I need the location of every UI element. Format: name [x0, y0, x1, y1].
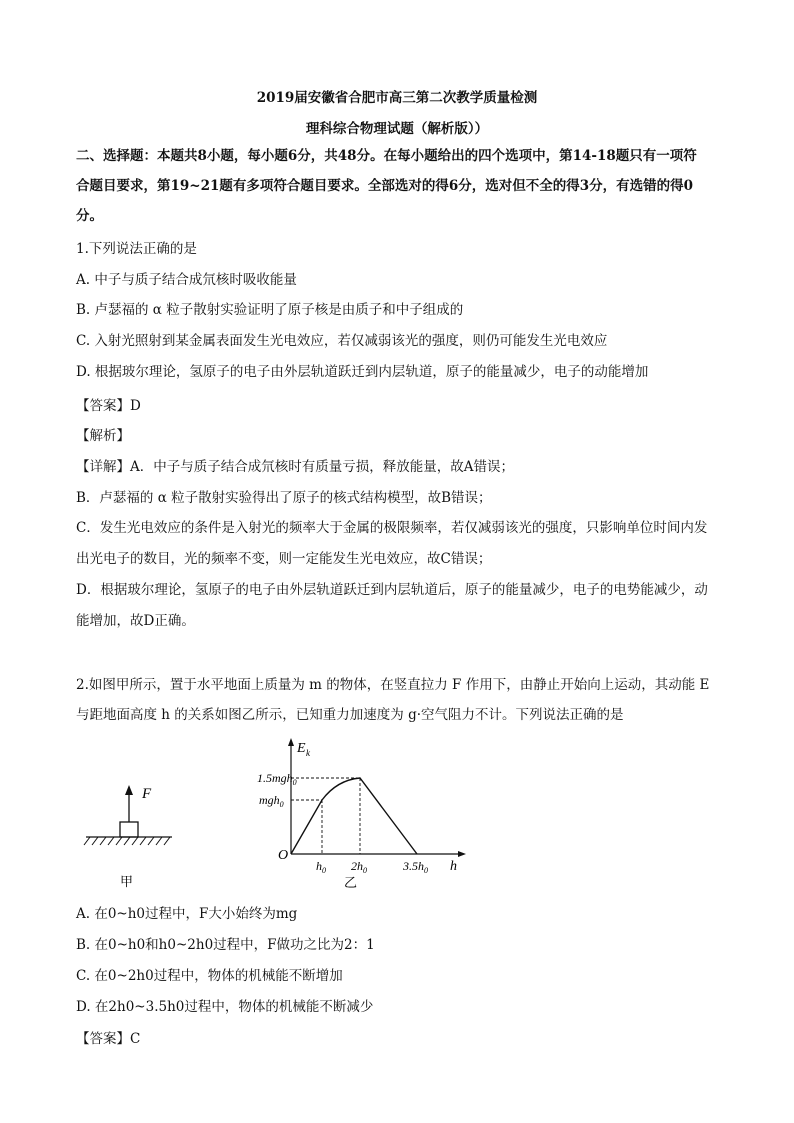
x-axis-label: h [450, 859, 457, 874]
ek-curve [291, 778, 417, 854]
q1-explanation-line-5: D．根据玻尔理论，氢原子的电子由外层轨道跃迁到内层轨道后，原子的能量减少，电子的电势能减少，动 [76, 582, 708, 598]
page-title: 2019届安徽省合肥市高三第二次教学质量检测 [256, 90, 538, 106]
ground-hatch [84, 837, 170, 845]
page-subtitle: 理科综合物理试题（解析版）） [305, 121, 489, 137]
q1-analysis-label: 【解析】 [76, 428, 130, 444]
section-header-line-1: 二、选择题：本题共8小题，每小题6分，共48分。在每小题给出的四个选项中，第14-18题只有一项符 [76, 148, 697, 164]
q1-explanation-line-4: 出光电子的数目，光的频率不变，则一定能发生光电效应，故C错误； [76, 551, 492, 567]
q1-explanation-line-2: B．卢瑟福的 α 粒子散射实验得出了原子的核式结构模型，故B错误； [76, 490, 492, 506]
figure-yi-caption: 乙 [344, 875, 358, 890]
y-tick-2: mgh$_0$ [259, 793, 284, 809]
q1-explanation-line-1: 【详解】A．中子与质子结合成氘核时有质量亏损，释放能量，故A错误； [76, 459, 514, 475]
q1-option-d: D. 根据玻尔理论，氢原子的电子由外层轨道跃迁到内层轨道，原子的能量减少，电子的动能增加 [76, 364, 649, 380]
y-axis-label: E [297, 741, 306, 756]
q2-option-b: B. 在0~h0和h0~2h0过程中，F做功之比为2：1 [76, 937, 375, 953]
y-axis-label-sub: k [306, 748, 310, 758]
x-tick-2: $2h_0$ [351, 859, 367, 875]
q1-option-c: C. 入射光照射到某金属表面发生光电效应，若仅减弱该光的强度，则仍可能发生光电效应 [76, 333, 608, 349]
y-tick-1: 1.5mgh$_0$ [257, 771, 297, 787]
origin-label: O [278, 848, 289, 863]
x-tick-1: $h_0$ [316, 859, 326, 875]
force-label: F [142, 786, 152, 802]
figure-yi [255, 736, 475, 891]
q1-explanation-line-3: C．发生光电效应的条件是入射光的频率大于金属的极限频率，若仅减弱该光的强度，只影响单位时间内发 [76, 520, 708, 536]
q1-option-b: B. 卢瑟福的 α 粒子散射实验证明了原子核是由质子和中子组成的 [76, 302, 464, 318]
q1-stem: 1.下列说法正确的是 [76, 241, 197, 257]
q1-option-a: A. 中子与质子结合成氘核时吸收能量 [76, 272, 297, 288]
q2-option-a: A. 在0~h0过程中，F大小始终为mg [76, 906, 298, 922]
section-header-line-3: 分。 [76, 208, 103, 224]
x-tick-3: $3.5h_0$ [403, 859, 428, 875]
q2-stem-line-2: 与距地面高度 h 的关系如图乙所示，已知重力加速度为 g·空气阻力不计。下列说法正确的是 [76, 707, 624, 723]
y-axis-arrow-icon [288, 738, 294, 746]
block [120, 822, 138, 837]
q2-option-c: C. 在0~2h0过程中，物体的机械能不断增加 [76, 968, 343, 984]
q2-answer: 【答案】C [76, 1031, 141, 1047]
q2-option-d: D. 在2h0~3.5h0过程中，物体的机械能不断减少 [76, 999, 374, 1015]
force-arrow-icon [125, 785, 133, 822]
q1-explanation-line-6: 能增加，故D正确。 [76, 613, 195, 629]
q1-answer: 【答案】D [76, 398, 141, 414]
figure-jia-caption: 甲 [120, 874, 134, 889]
guide-lines [291, 778, 360, 854]
section-header-line-2: 合题目要求，第19~21题有多项符合题目要求。全部选对的得6分，选对但不全的得3分，有选错的得0 [76, 178, 694, 194]
q2-stem-line-1: 2.如图甲所示，置于水平地面上质量为 m 的物体，在竖直拉力 F 作用下，由静止开始向上运动，其动能 E [76, 677, 710, 693]
figure-jia [82, 780, 172, 890]
x-axis-arrow-icon [458, 851, 466, 857]
